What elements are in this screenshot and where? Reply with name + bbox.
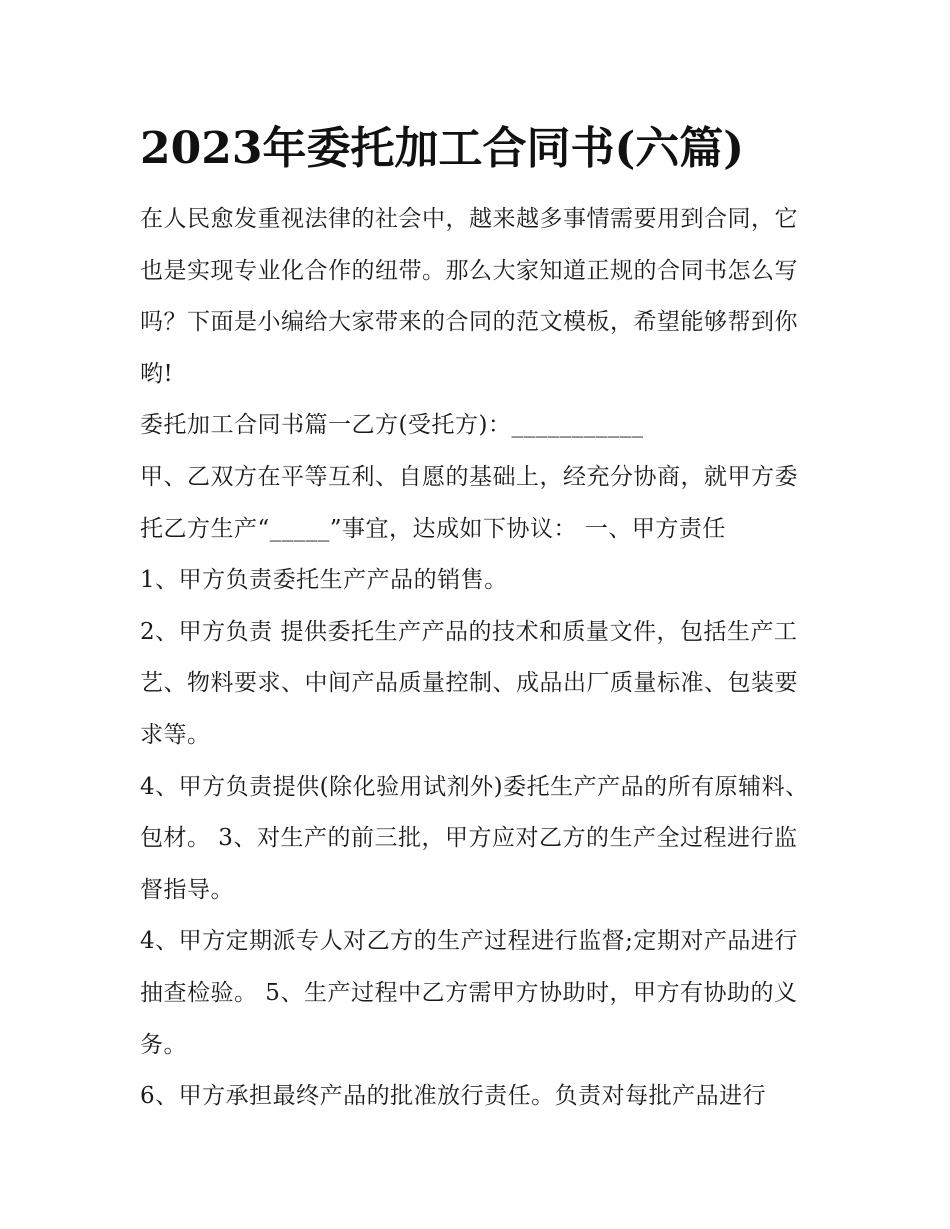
paragraph-agreement: 甲、乙双方在平等互利、自愿的基础上，经充分协商，就甲方委托乙方生产“_____”事宜，达成如下协议： 一、甲方责任 <box>140 463 798 542</box>
paragraph-clause-4-3: 4、甲方负责提供(除化验用试剂外)委托生产产品的所有原辅料、包材。 3、对生产的前三批，甲方应对乙方的生产全过程进行监督指导。 <box>140 773 809 903</box>
paragraph-clause-1: 1、甲方负责委托生产产品的销售。 <box>140 567 508 594</box>
paragraph-clause-6: 6、甲方承担最终产品的批准放行责任。负责对每批产品进行 <box>140 1083 767 1110</box>
document-page <box>140 118 820 1123</box>
paragraph-intro: 在人民愈发重视法律的社会中，越来越多事情需要用到合同，它也是实现专业化合作的纽带。那么大家知道正规的合同书怎么写吗？下面是小编给大家带来的合同的范文模板，希望能够帮到你哟! <box>140 206 798 387</box>
document-title: 2023年委托加工合同书(六篇) <box>140 123 745 174</box>
paragraph-clause-4-5: 4、甲方定期派专人对乙方的生产过程进行监督;定期对产品进行抽查检验。 5、生产过程中乙方需甲方协助时，甲方有协助的义务。 <box>140 928 798 1058</box>
paragraph-clause-2: 2、甲方负责 提供委托生产产品的技术和质量文件，包括生产工艺、物料要求、中间产品质量控制、成品出厂质量标准、包装要求等。 <box>140 618 798 748</box>
paragraph-party-b: 委托加工合同书篇一乙方(受托方)：___________ <box>140 412 644 439</box>
